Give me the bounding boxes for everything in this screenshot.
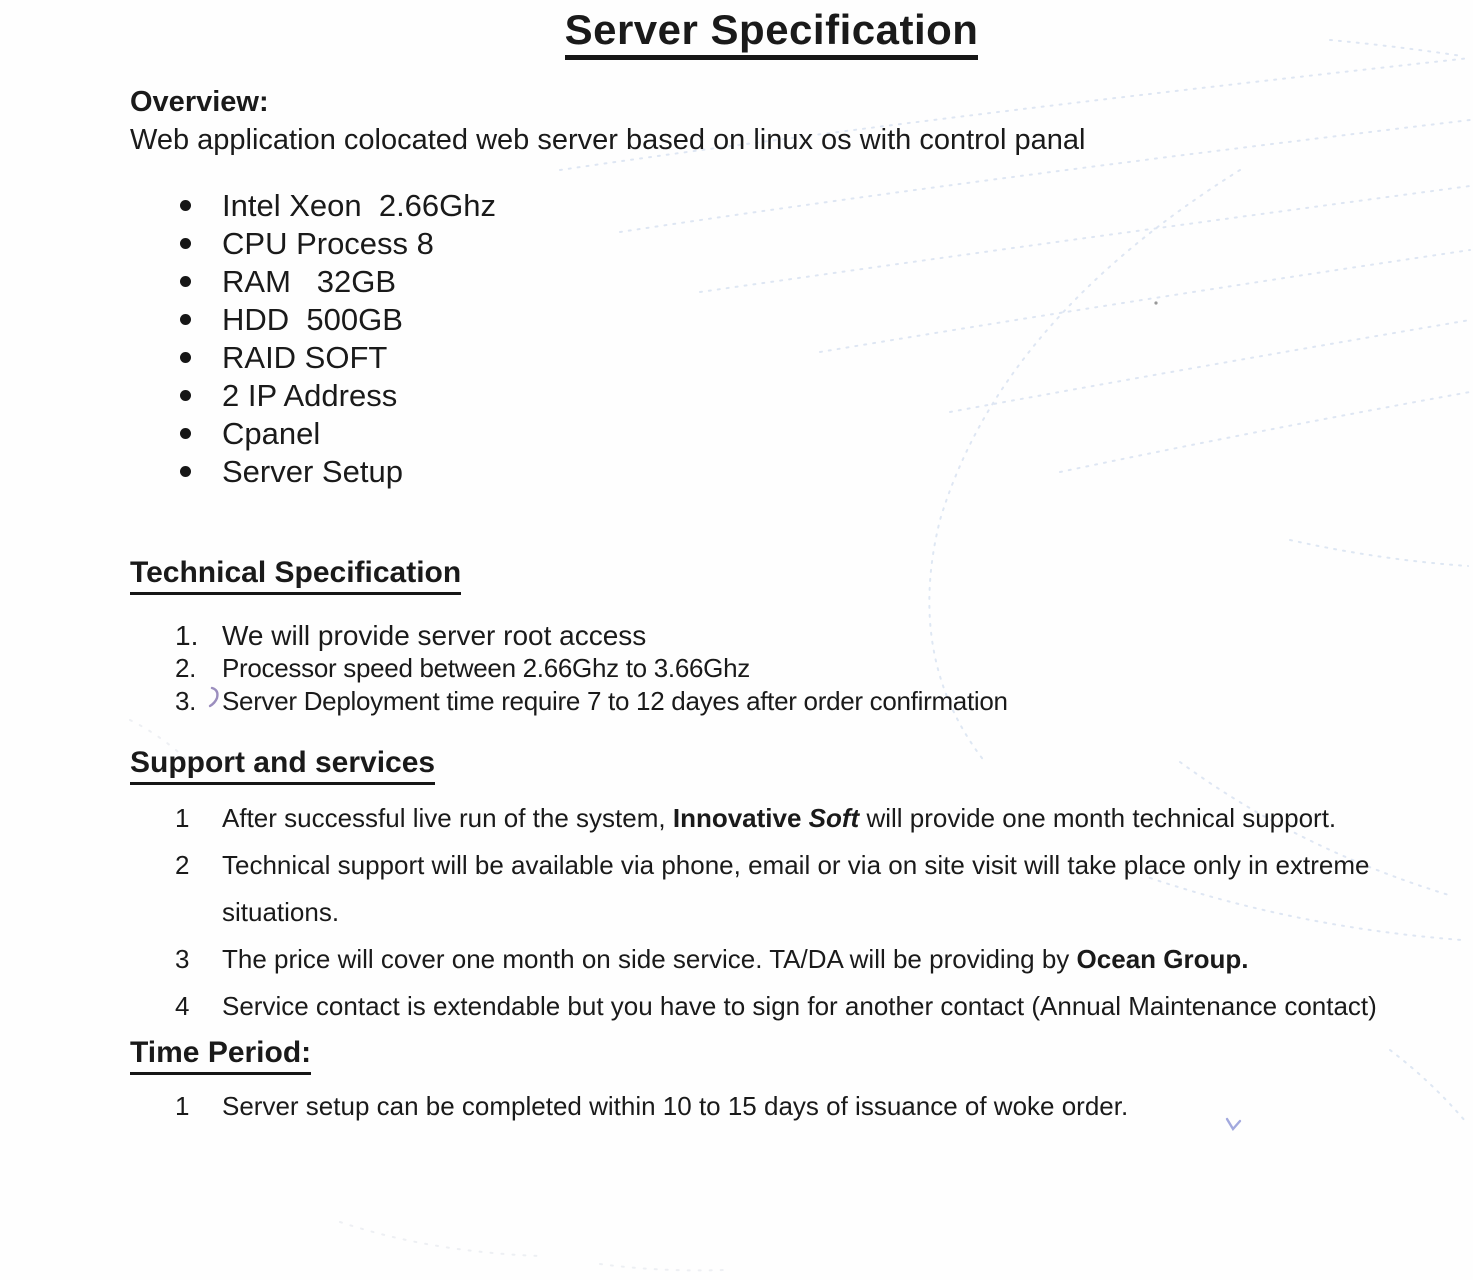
list-item-text: Service contact is extendable but you have to sign for another contact (Annual Maintenance contact) <box>222 991 1377 1021</box>
spec-bullet-text: RAM 32GB <box>222 264 396 299</box>
title-row <box>130 6 1413 60</box>
scan-streak-line <box>340 1222 540 1256</box>
list-item-text: Technical support will be available via phone, email or via on site visit will take place only in extreme situations. <box>222 850 1370 927</box>
bullet-dot-icon <box>180 200 191 211</box>
time-period-section <box>130 1036 1413 1130</box>
list-item-text: Server Deployment time require 7 to 12 dayes after order confirmation <box>222 686 1008 716</box>
spec-bullet-item <box>180 339 1413 376</box>
list-item-text: We will provide server root access <box>222 620 647 651</box>
time-period-list <box>175 1083 1413 1130</box>
support-services-section <box>130 746 1413 1030</box>
list-item <box>175 795 1413 842</box>
support-services-heading: Support and services <box>130 746 435 785</box>
spec-bullet-text: HDD 500GB <box>222 302 403 337</box>
overview-heading: Overview: <box>130 86 269 118</box>
technical-specification-section <box>130 556 1413 718</box>
text-segment: After successful live run of the system, <box>222 803 673 833</box>
list-item-number: 2. <box>175 653 197 683</box>
list-item-number: 1 <box>175 1091 190 1121</box>
document-title: Server Specification <box>565 6 979 60</box>
spec-bullet-text: 2 IP Address <box>222 378 398 413</box>
spec-bullet-item <box>180 301 1413 338</box>
spec-bullet-item <box>180 453 1413 490</box>
text-segment-bold: Innovative <box>672 803 809 833</box>
technical-specification-heading: Technical Specification <box>130 556 461 595</box>
list-item <box>175 685 1413 718</box>
spec-bullet-text: Server Setup <box>222 454 403 489</box>
list-item-number: 4 <box>175 991 190 1021</box>
list-item <box>175 1083 1413 1130</box>
bullet-dot-icon <box>180 466 191 477</box>
list-item-text <box>222 795 1413 842</box>
list-item-number: 1 <box>175 803 190 833</box>
time-period-heading: Time Period: <box>130 1036 311 1075</box>
list-item <box>175 619 1413 652</box>
list-item-number: 1. <box>175 620 199 651</box>
list-item-number: 2 <box>175 850 190 880</box>
spec-bullet-item <box>180 225 1413 262</box>
bullet-dot-icon <box>180 352 191 363</box>
bullet-dot-icon <box>180 276 191 287</box>
text-segment-bold: Ocean Group. <box>1076 944 1249 974</box>
bullet-dot-icon <box>180 238 191 249</box>
list-item-text: Processor speed between 2.66Ghz to 3.66Ghz <box>222 653 750 683</box>
text-segment: The price will cover one month on side service. TA/DA will be providing by <box>222 944 1077 974</box>
list-item-number: 3. <box>175 686 197 716</box>
technical-list <box>175 619 1413 718</box>
spec-bullet-item <box>180 187 1413 224</box>
support-list <box>175 795 1413 1030</box>
list-item-text: Server setup can be completed within 10 to 15 days of issuance of woke order. <box>222 1091 1129 1121</box>
text-segment-bold-italic: Soft <box>808 803 860 833</box>
spec-bullet-text: Cpanel <box>222 416 321 451</box>
bullet-dot-icon <box>180 390 191 401</box>
spec-bullet-text: RAID SOFT <box>222 340 388 375</box>
list-item <box>175 983 1413 1030</box>
spec-bullet-item <box>180 415 1413 452</box>
list-item <box>175 652 1413 685</box>
list-item <box>175 936 1413 983</box>
list-item <box>175 842 1413 936</box>
bullet-dot-icon <box>180 314 191 325</box>
overview-section <box>130 86 1413 490</box>
bullet-dot-icon <box>180 428 191 439</box>
spec-bullet-text: Intel Xeon 2.66Ghz <box>222 188 497 223</box>
list-item-text <box>222 936 1413 983</box>
spec-bullet-item <box>180 263 1413 300</box>
text-segment: will provide one month technical support. <box>859 803 1337 833</box>
spec-bullet-text: CPU Process 8 <box>222 226 434 261</box>
spec-bullet-list <box>180 187 1413 490</box>
spec-bullet-item <box>180 377 1413 414</box>
list-item-number: 3 <box>175 944 190 974</box>
overview-intro: Web application colocated web server based on linux os with control panal <box>130 124 1086 156</box>
scan-streak-line <box>600 1264 724 1270</box>
